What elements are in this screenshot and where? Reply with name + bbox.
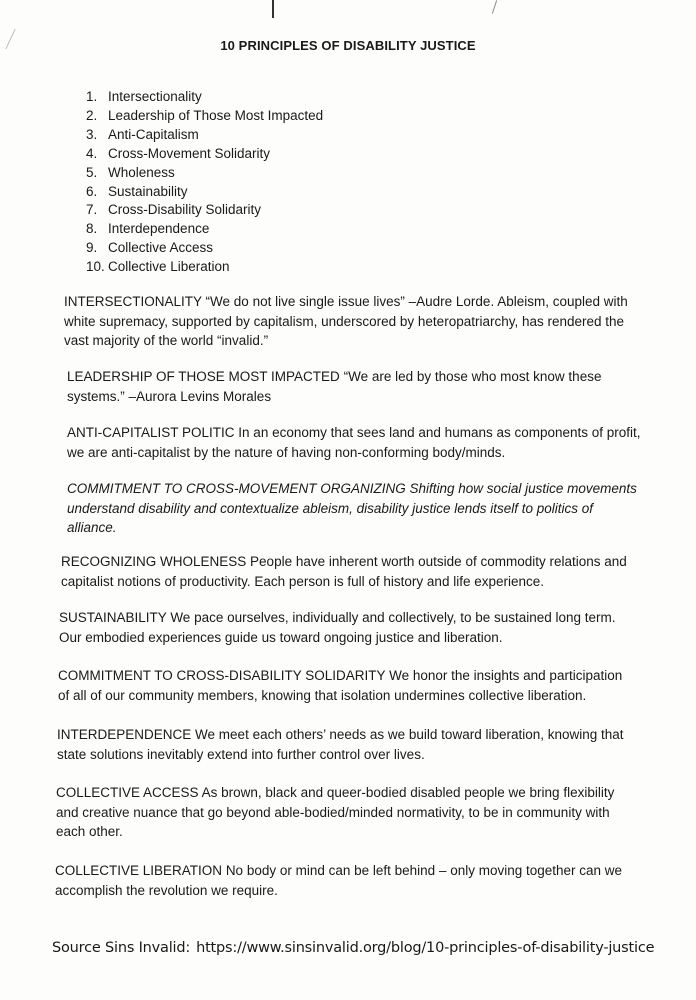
source-label: Source Sins Invalid: [52,940,191,956]
section-text: state solutions inevitably extend into further control over lives. [57,746,425,762]
list-item: 2. Leadership of Those Most Impacted [86,107,324,123]
section-heading: SUSTAINABILITY [59,610,167,625]
source-url: https://www.sinsinvalid.org/blog/10-principles-of-disability-justice [196,940,655,956]
section-leadership [67,367,667,406]
section-text: capitalist notions of productivity. Each person is full of history and life experience. [61,573,545,589]
section-cross-movement [67,479,667,538]
section-text: We pace ourselves, individually and collectively, to be sustained long term. [170,610,616,625]
section-text: alliance. [67,520,117,535]
section-text: and creative nuance that go beyond able-bodied/minded normativity, to be in community with [56,804,610,820]
section-intersectionality [64,292,664,351]
source-line [52,940,654,956]
section-heading: LEADERSHIP OF THOSE MOST IMPACTED [67,369,340,384]
list-item: 4. Cross-Movement Solidarity [86,145,271,161]
section-collective-liberation [55,861,655,900]
list-item: 1. Intersectionality [86,89,202,104]
section-heading: INTERSECTIONALITY [64,294,202,309]
section-text: People have inherent worth outside of commodity relations and [250,554,627,569]
section-heading: INTERDEPENDENCE [57,727,192,742]
list-item: 7. Cross-Disability Solidarity [86,202,262,218]
section-text: No body or mind can be left behind – only moving together can we [225,863,623,878]
scan-mark [272,0,274,18]
section-cross-disability [58,666,658,705]
section-text: systems.” –Aurora Levins Morales [67,388,272,404]
section-text: We meet each others’ needs as we build toward liberation, knowing that [195,727,624,742]
section-interdependence [57,725,657,764]
section-heading: RECOGNIZING WHOLENESS [61,554,247,569]
section-collective-access [56,783,656,842]
scan-mark [492,0,497,14]
section-text: As brown, black and queer-bodied disabled people we bring flexibility [201,785,615,800]
section-text: Our embodied experiences guide us toward ongoing justice and liberation. [59,629,503,645]
section-text: Shifting how social justice movements [409,481,637,496]
section-text: we are anti-capitalist by the nature of having non-conforming body/minds. [67,444,506,460]
list-item: 3. Anti-Capitalism [86,126,199,142]
section-heading: COLLECTIVE LIBERATION [55,863,223,878]
section-text: accomplish the revolution we require. [55,882,278,898]
list-item: 8. Interdependence [86,221,210,237]
section-text: “We do not live single issue lives” –Audre Lorde. Ableism, coupled with [205,294,628,309]
section-anti-capitalist [67,423,667,462]
section-heading: COLLECTIVE ACCESS [56,785,199,800]
section-heading: COMMITMENT TO CROSS-DISABILITY SOLIDARITY [58,668,386,683]
list-item: 10. Collective Liberation [86,259,230,275]
section-text: each other. [56,824,123,839]
section-text: of all of our community members, knowing that isolation undermines collective liberation. [58,687,587,703]
page-title: 10 PRINCIPLES OF DISABILITY JUSTICE [220,38,476,53]
section-text: understand disability and contextualize ableism, disability justice lends itself to politics of [67,500,594,516]
section-wholeness [61,552,661,591]
section-text: vast majority of the world “invalid.” [64,333,269,348]
list-item: 6. Sustainability [86,183,188,199]
section-text: In an economy that sees land and humans as components of profit, [238,425,641,440]
list-item: 9. Collective Access [86,240,214,256]
section-text: “We are led by those who most know these [343,369,602,384]
section-sustainability [59,608,659,647]
section-text: We honor the insights and participation [389,668,623,683]
section-text: white supremacy, supported by capitalism, underscored by heteropatriarchy, has rendered the [64,313,625,329]
section-heading: ANTI-CAPITALIST POLITIC [67,425,235,440]
section-heading: COMMITMENT TO CROSS-MOVEMENT ORGANIZING [67,481,406,496]
principles-list [86,88,323,277]
list-item: 5. Wholeness [86,164,175,180]
